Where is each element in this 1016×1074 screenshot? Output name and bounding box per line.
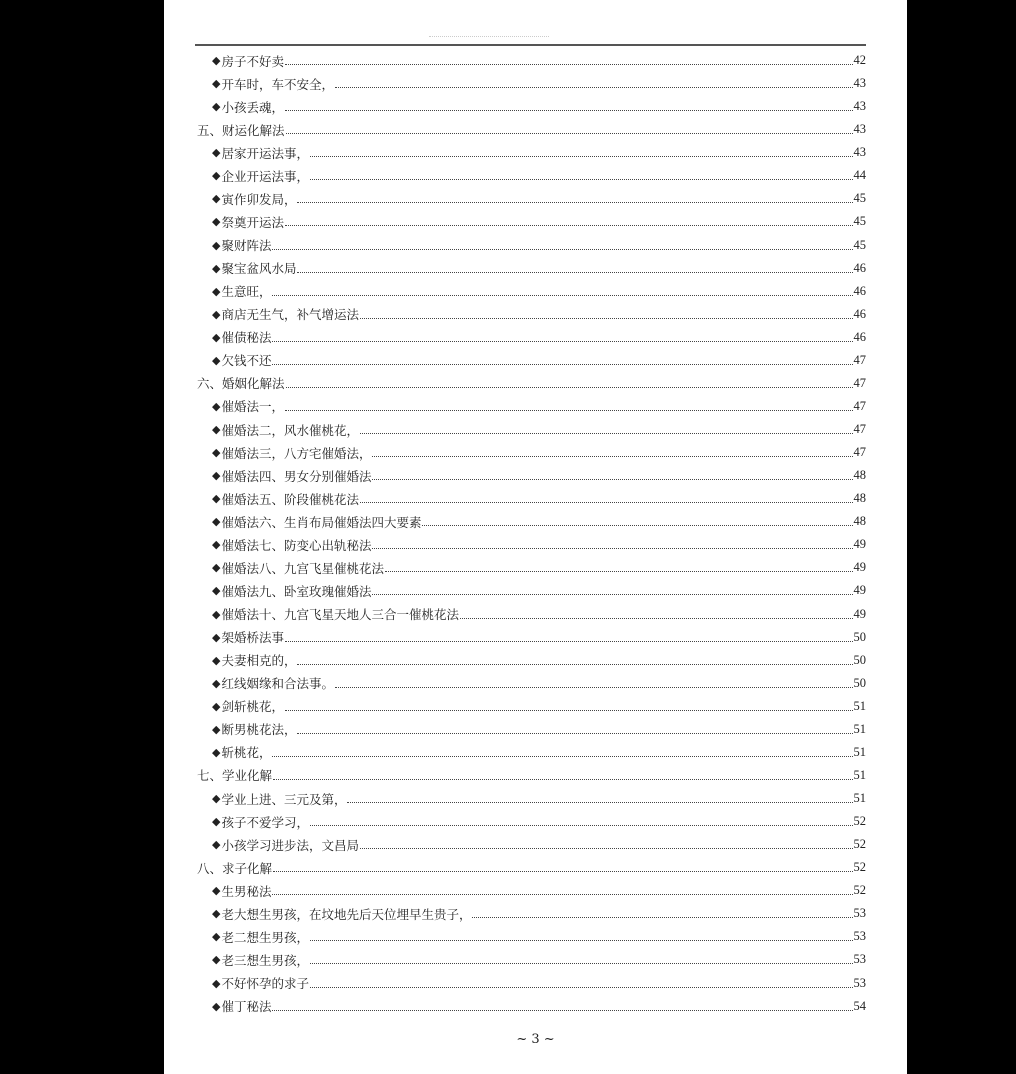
- dot-leader: [360, 848, 853, 849]
- diamond-bullet-icon: ◆: [212, 930, 221, 944]
- toc-entry-title: 八、求子化解: [197, 860, 273, 876]
- toc-entry-page: 53: [853, 929, 866, 944]
- diamond-bullet-icon: ◆: [212, 561, 221, 575]
- header-faint-mark: [429, 36, 549, 39]
- diamond-bullet-icon: ◆: [212, 492, 221, 506]
- toc-entry[interactable]: [197, 303, 866, 326]
- toc-entry-title: 老二想生男孩，: [221, 929, 309, 945]
- diamond-bullet-icon: ◆: [212, 54, 221, 68]
- toc-entry-title: 剑斩桃花，: [221, 699, 284, 715]
- diamond-bullet-icon: ◆: [212, 630, 221, 644]
- dot-leader: [297, 664, 852, 665]
- dot-leader: [272, 295, 852, 296]
- toc-entry[interactable]: [197, 164, 866, 187]
- toc-entry[interactable]: [197, 810, 866, 833]
- toc-entry[interactable]: [197, 741, 866, 764]
- diamond-bullet-icon: ◆: [212, 238, 221, 252]
- header-rule: [195, 44, 866, 46]
- diamond-bullet-icon: ◆: [212, 284, 221, 298]
- diamond-bullet-icon: ◆: [212, 330, 221, 344]
- toc-entry-page: 51: [853, 744, 866, 759]
- toc-entry[interactable]: [197, 210, 866, 233]
- toc-entry-title: 六、婚姻化解法: [197, 376, 285, 392]
- diamond-bullet-icon: ◆: [212, 653, 221, 667]
- dot-leader: [472, 917, 852, 918]
- diamond-bullet-icon: ◆: [212, 976, 221, 990]
- dot-leader: [285, 225, 853, 226]
- toc-entry[interactable]: [197, 948, 866, 971]
- dot-leader: [285, 710, 853, 711]
- dot-leader: [385, 571, 853, 572]
- dot-leader: [285, 110, 853, 111]
- toc-entry-title: 小孩学习进步法，文昌局: [221, 837, 359, 853]
- toc-entry-title: 孩子不爱学习，: [221, 814, 309, 830]
- toc-entry-title: 开车时，车不安全，: [221, 76, 334, 92]
- toc-entry-page: 53: [853, 906, 866, 921]
- toc-entry-page: 46: [853, 306, 866, 321]
- toc-entry-title: 催婚法九、卧室玫瑰催婚法: [221, 583, 372, 599]
- toc-entry[interactable]: [197, 72, 866, 95]
- toc-entry-page: 50: [853, 629, 866, 644]
- toc-entry-title: 斩桃花，: [221, 745, 272, 761]
- toc-entry[interactable]: [197, 925, 866, 948]
- dot-leader: [372, 456, 852, 457]
- dot-leader: [297, 272, 852, 273]
- toc-entry-title: 学业上进、三元及第，: [221, 791, 347, 807]
- toc-entry-title: 聚宝盆风水局: [221, 261, 297, 277]
- toc-entry[interactable]: [197, 257, 866, 280]
- dot-leader: [310, 156, 853, 157]
- toc-entry[interactable]: [197, 556, 866, 579]
- dot-leader: [310, 940, 853, 941]
- toc-entry[interactable]: [197, 441, 866, 464]
- toc-entry[interactable]: [197, 349, 866, 372]
- diamond-bullet-icon: ◆: [212, 353, 221, 367]
- toc-entry[interactable]: [197, 95, 866, 118]
- toc-entry-title: 催丁秘法: [221, 999, 272, 1015]
- diamond-bullet-icon: ◆: [212, 953, 221, 967]
- diamond-bullet-icon: ◆: [212, 838, 221, 852]
- toc-entry-page: 52: [853, 860, 866, 875]
- toc-entry-page: 47: [853, 398, 866, 413]
- toc-entry-page: 49: [853, 583, 866, 598]
- diamond-bullet-icon: ◆: [212, 538, 221, 552]
- dot-leader: [360, 318, 853, 319]
- toc-section-entry[interactable]: [197, 118, 866, 141]
- toc-entry-title: 催婚法十、九宫飞星天地人三合一催桃花法: [221, 607, 459, 623]
- toc-entry-title: 催债秘法: [221, 330, 272, 346]
- toc-entry[interactable]: [197, 464, 866, 487]
- dot-leader: [273, 871, 852, 872]
- diamond-bullet-icon: ◆: [212, 215, 221, 229]
- toc-entry-title: 夫妻相克的，: [221, 653, 297, 669]
- diamond-bullet-icon: ◆: [212, 515, 221, 529]
- toc-entry-title: 企业开运法事，: [221, 168, 309, 184]
- toc-entry-page: 46: [853, 260, 866, 275]
- toc-entry[interactable]: [197, 326, 866, 349]
- toc-entry[interactable]: [197, 603, 866, 626]
- dot-leader: [285, 641, 853, 642]
- dot-leader: [273, 779, 852, 780]
- diamond-bullet-icon: ◆: [212, 607, 221, 621]
- diamond-bullet-icon: ◆: [212, 77, 221, 91]
- toc-entry-page: 48: [853, 491, 866, 506]
- toc-entry-page: 43: [853, 122, 866, 137]
- toc-entry-title: 寅作卯发局，: [221, 191, 297, 207]
- toc-entry-title: 催婚法三，八方宅催婚法，: [221, 445, 372, 461]
- diamond-bullet-icon: ◆: [212, 999, 221, 1013]
- diamond-bullet-icon: ◆: [212, 192, 221, 206]
- dot-leader: [297, 733, 852, 734]
- diamond-bullet-icon: ◆: [212, 307, 221, 321]
- diamond-bullet-icon: ◆: [212, 446, 221, 460]
- toc-entry-page: 53: [853, 975, 866, 990]
- dot-leader: [272, 756, 852, 757]
- toc-entry[interactable]: [197, 626, 866, 649]
- toc-entry-page: 43: [853, 99, 866, 114]
- dot-leader: [310, 987, 853, 988]
- dot-leader: [335, 687, 853, 688]
- toc-entry[interactable]: [197, 879, 866, 902]
- toc-entry-page: 49: [853, 537, 866, 552]
- toc-entry[interactable]: [197, 418, 866, 441]
- dot-leader: [285, 410, 853, 411]
- document-page: [164, 0, 907, 1074]
- toc-entry-page: 42: [853, 53, 866, 68]
- toc-entry-title: 催婚法八、九宫飞星催桃花法: [221, 560, 384, 576]
- dot-leader: [360, 502, 853, 503]
- toc-entry-page: 51: [853, 791, 866, 806]
- dot-leader: [372, 594, 852, 595]
- toc-entry[interactable]: [197, 902, 866, 925]
- toc-entry-title: 催婚法五、阶段催桃花法: [221, 491, 359, 507]
- toc-entry[interactable]: [197, 718, 866, 741]
- toc-entry-page: 43: [853, 145, 866, 160]
- diamond-bullet-icon: ◆: [212, 699, 221, 713]
- toc-entry-title: 生男秘法: [221, 883, 272, 899]
- toc-entry[interactable]: [197, 141, 866, 164]
- toc-entry-title: 聚财阵法: [221, 238, 272, 254]
- diamond-bullet-icon: ◆: [212, 745, 221, 759]
- diamond-bullet-icon: ◆: [212, 261, 221, 275]
- diamond-bullet-icon: ◆: [212, 146, 221, 160]
- diamond-bullet-icon: ◆: [212, 423, 221, 437]
- table-of-contents: [197, 49, 866, 1018]
- toc-entry[interactable]: [197, 972, 866, 995]
- toc-entry[interactable]: [197, 395, 866, 418]
- dot-leader: [372, 479, 852, 480]
- dot-leader: [310, 179, 853, 180]
- toc-entry[interactable]: [197, 649, 866, 672]
- toc-section-entry[interactable]: [197, 372, 866, 395]
- dot-leader: [286, 387, 853, 388]
- toc-entry-page: 46: [853, 329, 866, 344]
- toc-section-entry[interactable]: [197, 856, 866, 879]
- toc-entry-page: 50: [853, 675, 866, 690]
- diamond-bullet-icon: ◆: [212, 399, 221, 413]
- toc-entry-title: 老大想生男孩，在坟地先后天位埋早生贵子，: [221, 906, 472, 922]
- toc-entry-page: 49: [853, 560, 866, 575]
- toc-entry-page: 51: [853, 767, 866, 782]
- dot-leader: [272, 1010, 852, 1011]
- diamond-bullet-icon: ◆: [212, 100, 221, 114]
- toc-entry-page: 52: [853, 883, 866, 898]
- dot-leader: [460, 618, 853, 619]
- toc-entry-page: 54: [853, 998, 866, 1013]
- toc-entry-title: 架婚桥法事: [221, 630, 284, 646]
- toc-entry-page: 48: [853, 514, 866, 529]
- toc-entry-page: 47: [853, 352, 866, 367]
- toc-entry[interactable]: [197, 672, 866, 695]
- dot-leader: [285, 64, 853, 65]
- toc-entry[interactable]: [197, 695, 866, 718]
- diamond-bullet-icon: ◆: [212, 676, 221, 690]
- toc-entry-page: 51: [853, 698, 866, 713]
- toc-entry[interactable]: [197, 833, 866, 856]
- toc-entry-title: 祭奠开运法: [221, 214, 284, 230]
- dot-leader: [272, 894, 852, 895]
- toc-entry[interactable]: [197, 49, 866, 72]
- toc-entry-page: 47: [853, 445, 866, 460]
- dot-leader: [286, 133, 853, 134]
- toc-entry[interactable]: [197, 280, 866, 303]
- toc-entry-title: 催婚法二，风水催桃花，: [221, 422, 359, 438]
- toc-section-entry[interactable]: [197, 764, 866, 787]
- toc-entry-title: 不好怀孕的求子: [221, 976, 309, 992]
- dot-leader: [310, 825, 853, 826]
- diamond-bullet-icon: ◆: [212, 169, 221, 183]
- toc-entry[interactable]: [197, 510, 866, 533]
- page-number: ~ 3 ~: [516, 1032, 555, 1047]
- toc-entry-page: 49: [853, 606, 866, 621]
- dot-leader: [297, 202, 852, 203]
- diamond-bullet-icon: ◆: [212, 907, 221, 921]
- toc-entry-page: 47: [853, 375, 866, 390]
- toc-entry-title: 居家开运法事，: [221, 145, 309, 161]
- dot-leader: [272, 341, 852, 342]
- dot-leader: [422, 525, 852, 526]
- toc-entry-page: 45: [853, 191, 866, 206]
- toc-entry[interactable]: [197, 187, 866, 210]
- diamond-bullet-icon: ◆: [212, 792, 221, 806]
- dot-leader: [347, 802, 852, 803]
- toc-entry-title: 催婚法六、生肖布局催婚法四大要素: [221, 514, 422, 530]
- toc-entry[interactable]: [197, 995, 866, 1018]
- toc-entry-page: 48: [853, 468, 866, 483]
- toc-entry-title: 小孩丢魂，: [221, 99, 284, 115]
- toc-entry-title: 五、财运化解法: [197, 122, 285, 138]
- toc-entry[interactable]: [197, 787, 866, 810]
- toc-entry-page: 45: [853, 214, 866, 229]
- toc-entry-page: 52: [853, 837, 866, 852]
- toc-entry[interactable]: [197, 533, 866, 556]
- toc-entry-page: 52: [853, 814, 866, 829]
- toc-entry-title: 催婚法四、男女分别催婚法: [221, 468, 372, 484]
- toc-entry[interactable]: [197, 487, 866, 510]
- dot-leader: [360, 433, 853, 434]
- dot-leader: [372, 548, 852, 549]
- toc-entry[interactable]: [197, 234, 866, 257]
- toc-entry-page: 44: [853, 168, 866, 183]
- toc-entry-title: 房子不好卖: [221, 53, 284, 69]
- dot-leader: [272, 249, 852, 250]
- toc-entry-title: 催婚法七、防变心出轨秘法: [221, 537, 372, 553]
- diamond-bullet-icon: ◆: [212, 584, 221, 598]
- toc-entry-title: 断男桃花法，: [221, 722, 297, 738]
- toc-entry-page: 51: [853, 721, 866, 736]
- toc-entry-title: 欠钱不还: [221, 353, 272, 369]
- toc-entry-page: 43: [853, 76, 866, 91]
- diamond-bullet-icon: ◆: [212, 469, 221, 483]
- diamond-bullet-icon: ◆: [212, 722, 221, 736]
- toc-entry-title: 红线姻缘和合法事。: [221, 676, 334, 692]
- dot-leader: [335, 87, 853, 88]
- toc-entry-page: 53: [853, 952, 866, 967]
- toc-entry-title: 催婚法一，: [221, 399, 284, 415]
- toc-entry-title: 老三想生男孩，: [221, 952, 309, 968]
- toc-entry-title: 生意旺，: [221, 284, 272, 300]
- dot-leader: [310, 963, 853, 964]
- diamond-bullet-icon: ◆: [212, 815, 221, 829]
- toc-entry-page: 46: [853, 283, 866, 298]
- toc-entry-page: 47: [853, 422, 866, 437]
- toc-entry-page: 45: [853, 237, 866, 252]
- diamond-bullet-icon: ◆: [212, 884, 221, 898]
- toc-entry[interactable]: [197, 579, 866, 602]
- toc-entry-title: 七、学业化解: [197, 768, 273, 784]
- dot-leader: [272, 364, 852, 365]
- toc-entry-page: 50: [853, 652, 866, 667]
- toc-entry-title: 商店无生气，补气增运法: [221, 307, 359, 323]
